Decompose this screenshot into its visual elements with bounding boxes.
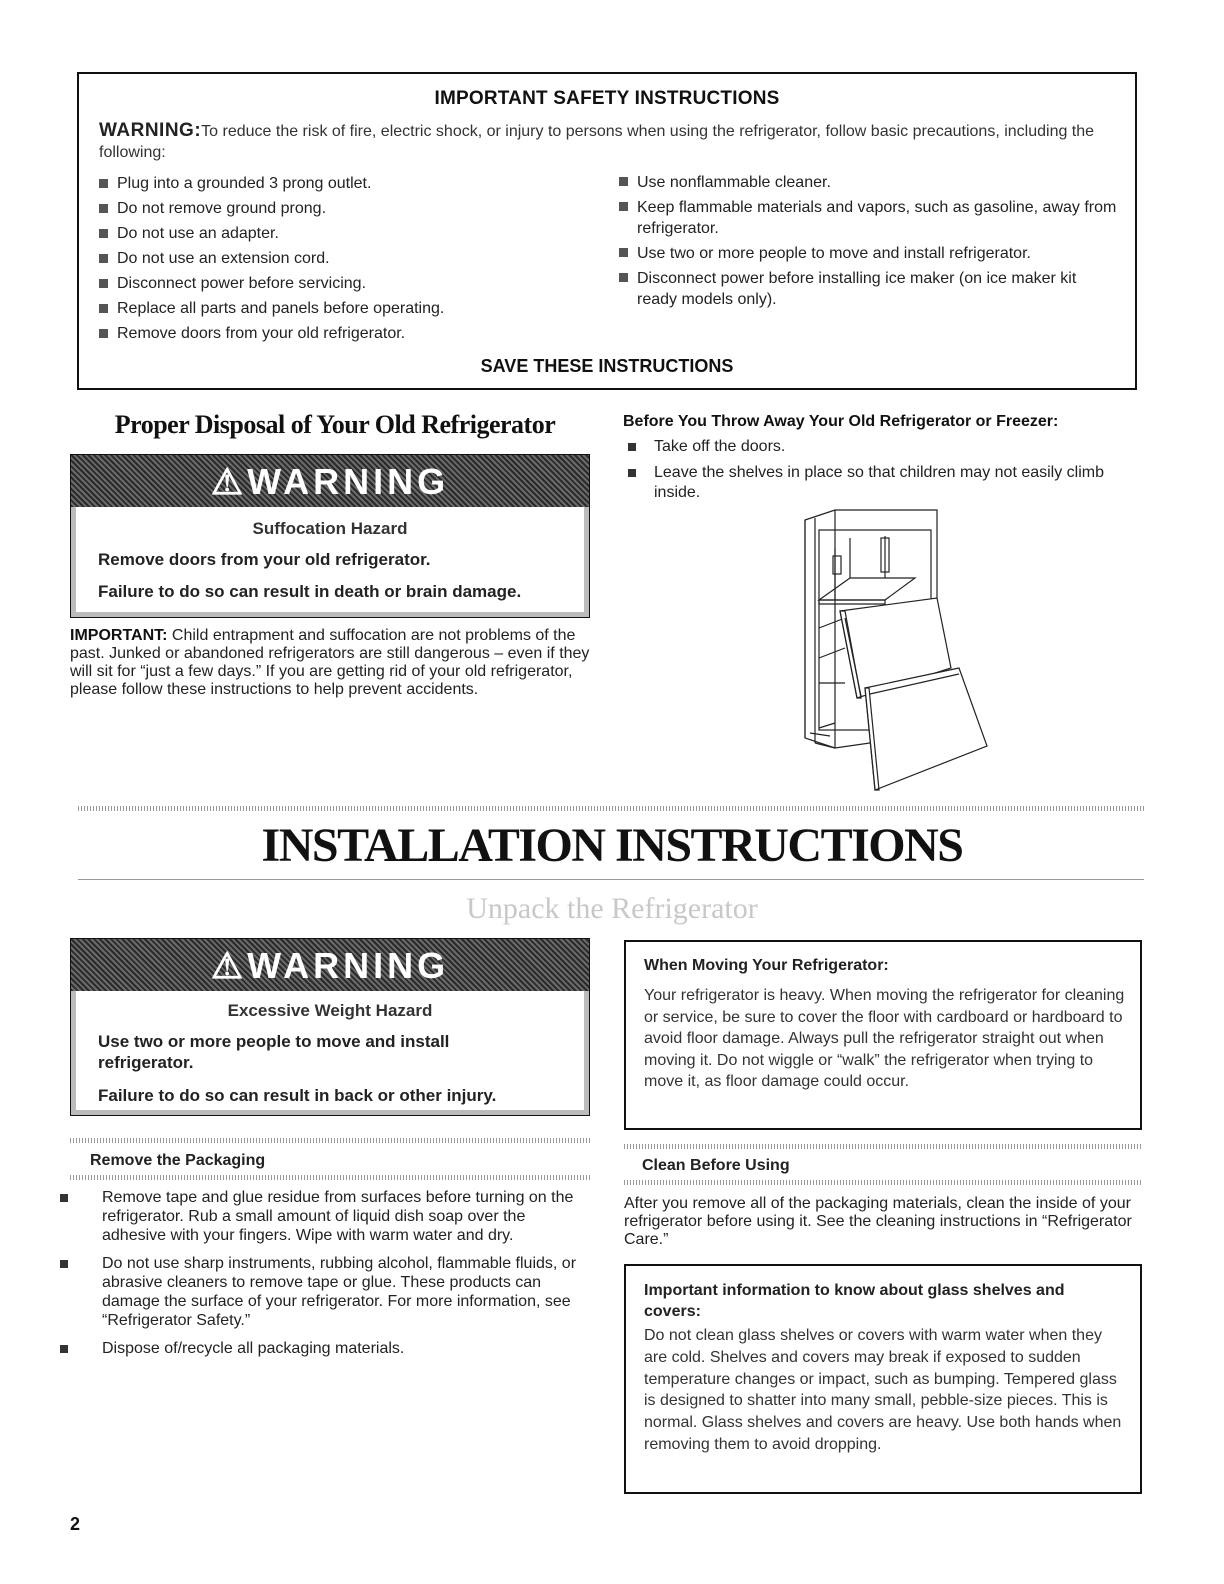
warning-line: Failure to do so can result in death or brain damage.	[98, 582, 522, 601]
list-item: Dispose of/recycle all packaging materials.	[60, 1339, 580, 1358]
divider	[624, 1180, 1142, 1185]
list-item: Keep flammable materials and vapors, such as gasoline, away from refrigerator.	[619, 197, 1119, 239]
warning-text: To reduce the risk of fire, electric shock, or injury to persons when using the refrigerator, follow basic precautions, including the following:	[99, 123, 1095, 161]
warning-body	[71, 991, 589, 1115]
warning-banner: ⚠WARNING	[71, 455, 589, 507]
glass-text: Do not clean glass shelves or covers with warm water when they are cold. Shelves and covers may break if exposed to sudden temperature changes or impact, such as bumping. Tempered glass is designed to shatter into many small, pebble-size pieces. This is normal. Glass shelves and covers are heavy. Use both hands when removing them to avoid dropping.	[644, 1327, 1122, 1453]
unpack-subtitle: Unpack the Refrigerator	[466, 892, 758, 925]
list-item: Do not use an extension cord.	[99, 249, 599, 274]
page-number: 2	[70, 1514, 81, 1534]
safety-title: IMPORTANT SAFETY INSTRUCTIONS	[434, 88, 780, 109]
important-paragraph	[70, 627, 590, 699]
list-item: Do not remove ground prong.	[99, 199, 599, 224]
moving-text: Your refrigerator is heavy. When moving the refrigerator for cleaning or service, be sure to cover the floor with cardboard or hardboard to avoid floor damage. Always pull the refrigerator straight out when moving it. Do not wiggle or “walk” the refrigerator when trying to move it, as floor damage could occur.	[644, 987, 1125, 1090]
list-item: Do not use an adapter.	[99, 224, 599, 249]
list-item: Take off the doors.	[628, 437, 1118, 457]
remove-packaging-list	[60, 1188, 580, 1367]
moving-refrigerator-box	[624, 940, 1142, 1130]
clean-before-text: After you remove all of the packaging materials, clean the inside of your refrigerator before using it. See the cleaning instructions in “Refrigerator Care.”	[624, 1195, 1132, 1248]
list-item: Disconnect power before servicing.	[99, 274, 599, 299]
glass-shelves-box	[624, 1264, 1142, 1494]
remove-packaging-heading: Remove the Packaging	[90, 1152, 266, 1169]
warning-banner: ⚠WARNING	[71, 939, 589, 991]
list-item: Leave the shelves in place so that children may not easily climb inside.	[628, 463, 1118, 503]
hazard-title: Excessive Weight Hazard	[227, 1001, 433, 1020]
list-item: Plug into a grounded 3 prong outlet.	[99, 174, 599, 199]
divider	[70, 1175, 590, 1180]
warning-line: Failure to do so can result in back or other injury.	[98, 1086, 497, 1105]
list-item: Remove doors from your old refrigerator.	[99, 324, 599, 349]
suffocation-warning-box	[70, 454, 590, 618]
warning-line: Remove doors from your old refrigerator.	[98, 550, 431, 569]
hazard-title: Suffocation Hazard	[252, 519, 408, 538]
safety-instructions-box	[77, 72, 1137, 390]
glass-heading: Important information to know about glass shelves and covers:	[644, 1282, 1065, 1320]
safety-list-left	[99, 174, 599, 349]
save-instructions-label: SAVE THESE INSTRUCTIONS	[480, 356, 734, 376]
warning-line: Use two or more people to move and install refrigerator.	[98, 1032, 450, 1072]
weight-warning-box	[70, 938, 590, 1116]
installation-title: INSTALLATION INSTRUCTIONS	[261, 819, 963, 872]
divider	[78, 806, 1144, 811]
important-label: IMPORTANT:	[70, 627, 168, 644]
list-item: Do not use sharp instruments, rubbing alcohol, flammable fluids, or abrasive cleaners to remove tape or glue. These products can damage the surface of your refrigerator. For more information, see “Refrigerator Safety.”	[60, 1254, 580, 1330]
list-item: Use two or more people to move and install refrigerator.	[619, 243, 1119, 264]
safety-list-right	[619, 172, 1119, 314]
before-throw-away-heading: Before You Throw Away Your Old Refrigerator or Freezer:	[623, 413, 1059, 430]
before-throw-away-list	[628, 437, 1118, 509]
divider	[78, 879, 1144, 880]
important-text: Child entrapment and suffocation are not problems of the past. Junked or abandoned refrigerators are still dangerous – even if they will sit for “just a few days.” If you are getting rid of your old refrigerator, please follow these instructions to help prevent accidents.	[70, 627, 590, 698]
warning-label: WARNING:	[99, 120, 202, 141]
moving-heading: When Moving Your Refrigerator:	[644, 957, 889, 974]
list-item: Remove tape and glue residue from surfaces before turning on the refrigerator. Rub a small amount of liquid dish soap over the adhesive with your fingers. Wipe with warm water and dry.	[60, 1188, 580, 1245]
clean-before-heading: Clean Before Using	[642, 1157, 790, 1174]
warning-body	[71, 507, 589, 617]
divider	[624, 1144, 1142, 1149]
refrigerator-illustration	[775, 508, 995, 800]
disposal-heading: Proper Disposal of Your Old Refrigerator	[114, 410, 556, 439]
list-item: Replace all parts and panels before operating.	[99, 299, 599, 324]
divider	[70, 1138, 590, 1143]
safety-warning	[99, 120, 1113, 163]
list-item: Use nonflammable cleaner.	[619, 172, 1119, 193]
list-item: Disconnect power before installing ice maker (on ice maker kit ready models only).	[619, 268, 1119, 310]
